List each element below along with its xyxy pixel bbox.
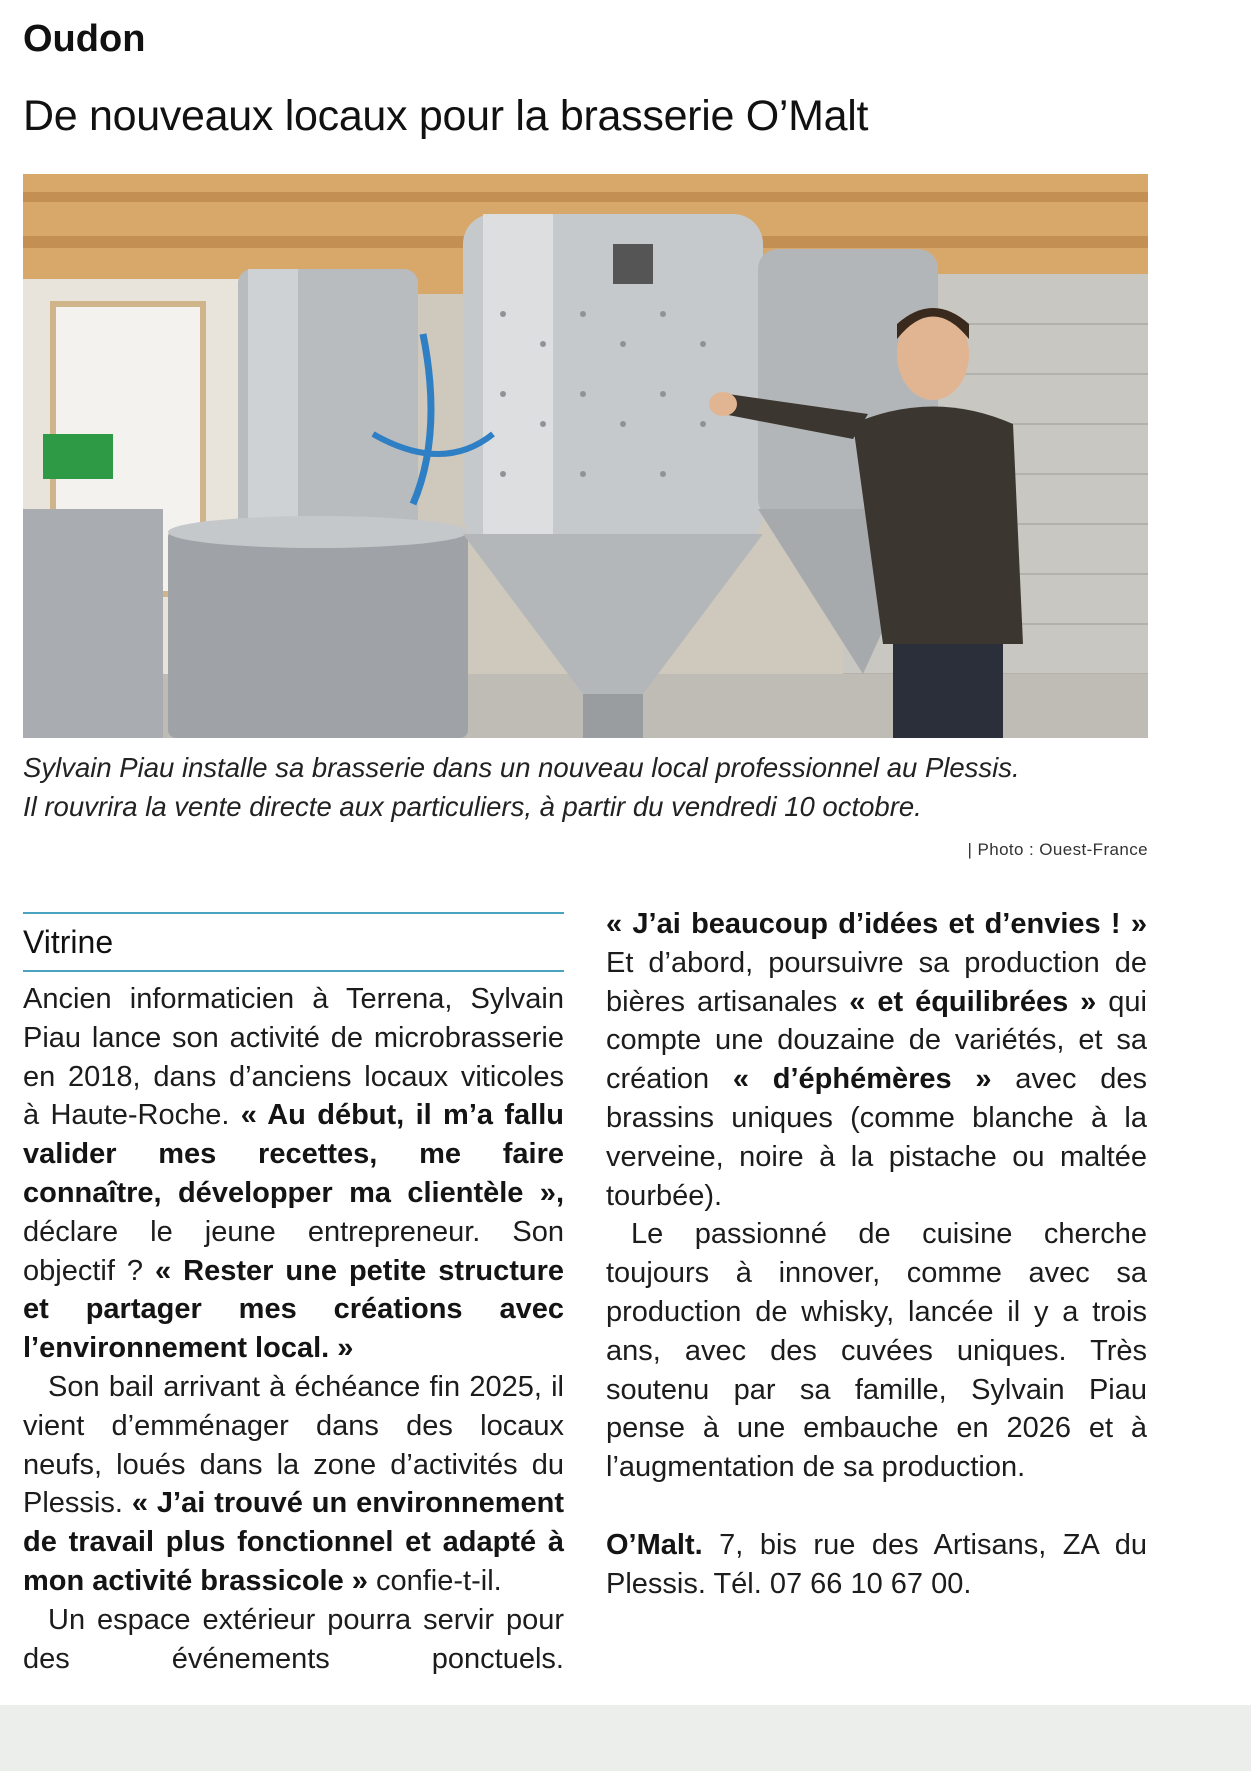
article-column-left bbox=[23, 980, 564, 1678]
town-name: Oudon bbox=[23, 18, 146, 60]
quote: « Rester une petite structure et partager mes créations avec l’environnement local. » bbox=[23, 1254, 564, 1365]
article-column-right bbox=[606, 905, 1147, 1603]
paragraph-gap bbox=[606, 1487, 1147, 1526]
section-title: Vitrine bbox=[23, 924, 114, 960]
text-run: déclare le jeune entrepreneur. Son objectif ? bbox=[23, 1215, 564, 1287]
quote: « d’éphémères » bbox=[732, 1063, 992, 1096]
steel-tank bbox=[23, 509, 163, 738]
footer-band bbox=[0, 1705, 1251, 1771]
text-run: Un espace extérieur pourra servir pour des événements ponctuels. bbox=[23, 1603, 564, 1675]
tank-label bbox=[613, 244, 653, 284]
quote: « J’ai trouvé un environnement de travail plus fonctionnel et adapté à mon activité brassicole » bbox=[23, 1487, 564, 1597]
text-run: qui compte une douzaine de variétés, et sa création bbox=[606, 985, 1147, 1096]
caption-line: Sylvain Piau installe sa brasserie dans un nouveau local professionnel au Plessis. bbox=[23, 752, 1020, 783]
article-photo bbox=[23, 174, 1148, 738]
photo-caption bbox=[23, 748, 1158, 826]
article-paragraph bbox=[23, 980, 564, 1368]
section-rule-top bbox=[23, 912, 564, 914]
section-rule-bottom bbox=[23, 970, 564, 972]
contact-info bbox=[606, 1526, 1147, 1604]
text-run: avec des brassins uniques (comme blanche à la verveine, noire à la pistache ou maltée tourbée). bbox=[606, 1063, 1147, 1212]
article-paragraph bbox=[23, 1601, 564, 1679]
brewery-photo-illustration bbox=[23, 174, 1148, 738]
quote: « Au début, il m’a fallu valider mes recettes, me faire connaître, développer ma clientèle », bbox=[23, 1099, 565, 1209]
green-control-box bbox=[43, 434, 113, 479]
article-paragraph bbox=[606, 905, 1147, 1215]
steel-tank bbox=[168, 529, 468, 738]
quote: « et équilibrées » bbox=[849, 985, 1097, 1018]
article-paragraph bbox=[23, 1368, 564, 1601]
photo-credit: | Photo : Ouest-France bbox=[967, 840, 1148, 859]
text-run: confie-t-il. bbox=[367, 1564, 502, 1597]
caption-line: Il rouvrira la vente directe aux particuliers, à partir du vendredi 10 octobre. bbox=[23, 791, 922, 822]
fermenter-cone bbox=[463, 534, 763, 694]
contact-name: O’Malt. bbox=[606, 1528, 703, 1561]
ceiling-beam bbox=[23, 192, 1148, 202]
contact-text: 7, bis rue des Artisans, ZA du Plessis. Tél. 07 66 10 67 00. bbox=[606, 1528, 1147, 1600]
text-run: Ancien informaticien à Terrena, Sylvain Piau lance son activité de microbrasserie en 2018, dans d’anciens locaux viticoles à Haute-Roche. bbox=[23, 983, 564, 1132]
text-run: Et d’abord, poursuivre sa production de bières artisanales bbox=[606, 946, 1147, 1018]
text-run: Son bail arrivant à échéance fin 2025, il vient d’emménager dans des locaux neufs, loués dans la zone d’activités du Plessis. bbox=[23, 1370, 564, 1520]
quote: « J’ai beaucoup d’idées et d’envies ! » bbox=[606, 908, 1147, 940]
article-headline: De nouveaux locaux pour la brasserie O’Malt bbox=[23, 92, 869, 140]
article-paragraph: Le passionné de cuisine cherche toujours à innover, comme avec sa production de whisky, lancée il y a trois ans, avec des cuvées uniques. Très soutenu par sa famille, Sylvain Piau pense à une embauche en 2026 et à l’augmentation de sa production. bbox=[606, 1218, 1147, 1484]
